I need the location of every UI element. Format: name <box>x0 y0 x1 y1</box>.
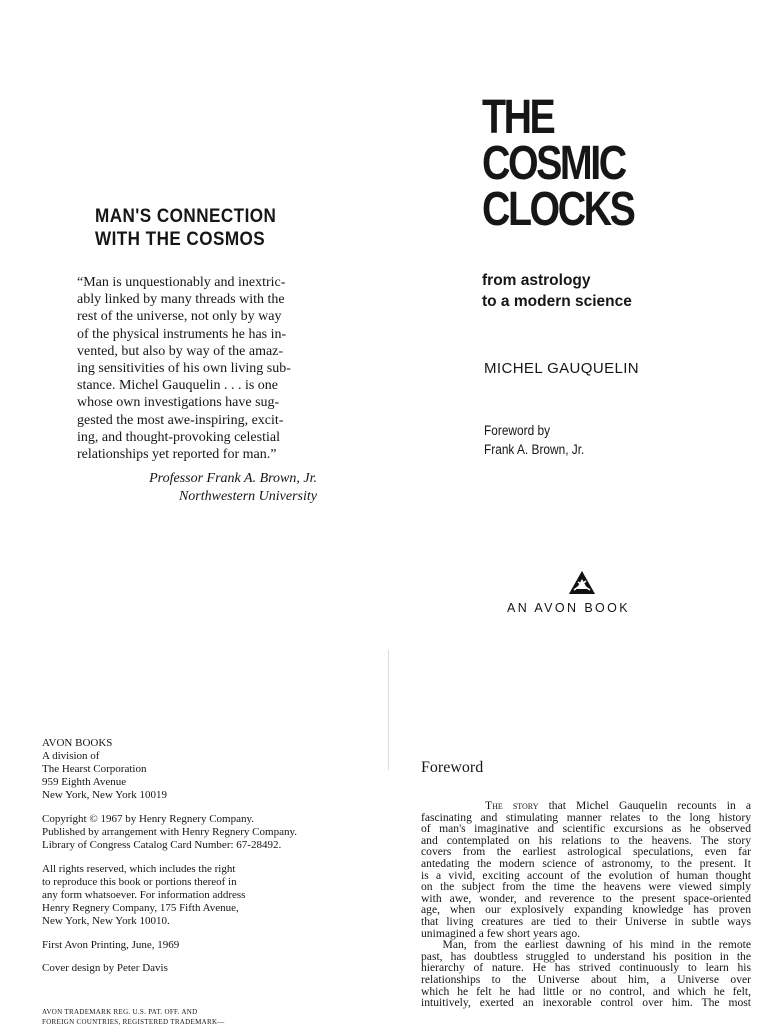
blurb-quote <box>77 274 317 463</box>
author-name: MICHEL GAUQUELIN <box>484 360 640 377</box>
quote-line: stance. Michel Gauquelin . . . is one <box>77 378 279 394</box>
title-line: THE <box>482 91 554 144</box>
foreword-body <box>421 800 751 1009</box>
foreword-line: unimagined a few short years ago. <box>421 926 581 940</box>
heading-line: MAN'S CONNECTION <box>95 206 277 227</box>
printing-line: First Avon Printing, June, 1969 <box>42 938 180 951</box>
cover-credit <box>42 962 297 975</box>
trademark-line: AVON TRADEMARK REG. U.S. PAT. OFF. AND <box>42 1008 198 1016</box>
quote-line: ing sensitivities of his own living sub- <box>77 361 291 377</box>
foreword-line: that living creatures are tied to their Universe in subtle ways <box>421 914 751 928</box>
address-line: New York, New York 10019 <box>42 789 167 802</box>
foreword-line <box>421 800 751 812</box>
title-line: COSMIC <box>482 137 625 190</box>
foreword-line: intuitively, exerted an inexorable control over him. The most <box>421 996 751 1010</box>
foreword-line: fascinating and stimulating manner relates to the long history <box>421 810 751 824</box>
publisher-line: AN AVON BOOK <box>507 601 631 615</box>
foreword-credit-name: Frank A. Brown, Jr. <box>484 442 585 457</box>
rights-line: All rights reserved, which includes the right <box>42 862 236 875</box>
back-cover-heading <box>95 205 276 251</box>
foreword-line: of man's imaginative and scientific excursions as he observed <box>421 822 751 836</box>
address-line: 959 Eighth Avenue <box>42 776 127 789</box>
book-title <box>482 91 634 236</box>
rights-line: to reproduce this book or portions thereof in <box>42 875 237 888</box>
page-gutter <box>388 650 389 770</box>
foreword-line: and contemplated on his relations to the heavens. The story <box>421 833 751 847</box>
printing-info <box>42 939 297 952</box>
foreword-line: antedating the modern science of astronomy, to the present. It <box>421 856 751 870</box>
foreword-credit-label: Foreword by <box>484 423 551 438</box>
quote-line: gested the most awe-inspiring, excit- <box>77 412 284 428</box>
foreword-line: on the subject from the time the heavens were viewed simply <box>421 880 751 894</box>
foreword-line: covers from the earliest astrological speculations, even far <box>421 845 751 859</box>
publisher-address <box>42 737 297 802</box>
quote-line: whose own investigations have sug- <box>77 395 280 411</box>
heading-line: WITH THE COSMOS <box>95 229 266 250</box>
quote-line: of the physical instruments he has in- <box>77 326 287 342</box>
address-line: A division of <box>42 750 100 763</box>
subtitle-line: from astrology <box>482 272 591 289</box>
rights-line: New York, New York 10010. <box>42 915 170 928</box>
title-line: CLOCKS <box>482 183 634 236</box>
copyright-line: Copyright © 1967 by Henry Regnery Company. <box>42 812 255 825</box>
foreword-first-line: that Michel Gauquelin recounts in a <box>538 799 751 812</box>
foreword-lead-in: The story <box>485 799 539 812</box>
quote-line: ably linked by many threads with the <box>77 292 285 308</box>
rights-line: any form whatsoever. For information address <box>42 888 246 901</box>
quote-line: ing, and thought-provoking celestial <box>77 429 280 445</box>
foreword-line: relationships to the Universe about him, a Universe over <box>421 972 751 986</box>
foreword-line: past, has doubtless struggled to understand his position in the <box>421 949 751 963</box>
quote-line: vented, but also by way of the amaz- <box>77 343 284 359</box>
cover-line: Cover design by Peter Davis <box>42 962 168 975</box>
quote-line: rest of the universe, not only by way <box>77 309 282 325</box>
trademark-line: FOREIGN COUNTRIES, REGISTERED TRADEMARK— <box>42 1018 225 1026</box>
foreword-line: hierarchy of nature. He has strived continuously to learn his <box>421 961 751 975</box>
colophon <box>42 737 297 986</box>
rights-line: Henry Regnery Company, 175 Fifth Avenue, <box>42 902 239 915</box>
copyright-notice <box>42 813 297 852</box>
foreword-title: Foreword <box>421 759 484 776</box>
quote-attribution <box>149 470 317 506</box>
address-line: AVON BOOKS <box>42 737 113 749</box>
avon-logo-icon <box>568 570 596 596</box>
quote-line: “Man is unquestionably and inextric- <box>77 275 286 290</box>
foreword-line: with awe, wonder, and reverence to the present space-oriented <box>421 891 751 905</box>
copyright-line: Published by arrangement with Henry Regnery Company. <box>42 826 297 839</box>
foreword-line: is a vivid, exciting account of the evolution of human thought <box>421 868 751 882</box>
attribution-name: Professor Frank A. Brown, Jr. <box>149 471 317 486</box>
subtitle-line: to a modern science <box>482 293 632 310</box>
book-subtitle <box>482 270 632 312</box>
copyright-line: Library of Congress Catalog Card Number: 67-28492. <box>42 839 282 852</box>
quote-line: relationships yet reported for man.” <box>77 447 277 463</box>
trademark-notice <box>42 1007 225 1027</box>
address-line: The Hearst Corporation <box>42 763 147 776</box>
foreword-line: which he felt he had little or no control, and which he felt, <box>421 984 751 998</box>
rights-notice <box>42 863 297 928</box>
foreword-line: Man, from the earliest dawning of his mind in the remote <box>421 938 751 952</box>
attribution-affiliation: Northwestern University <box>178 489 317 504</box>
foreword-line: age, when our explosively expanding knowledge has proven <box>421 903 751 917</box>
foreword-credit <box>484 421 584 459</box>
